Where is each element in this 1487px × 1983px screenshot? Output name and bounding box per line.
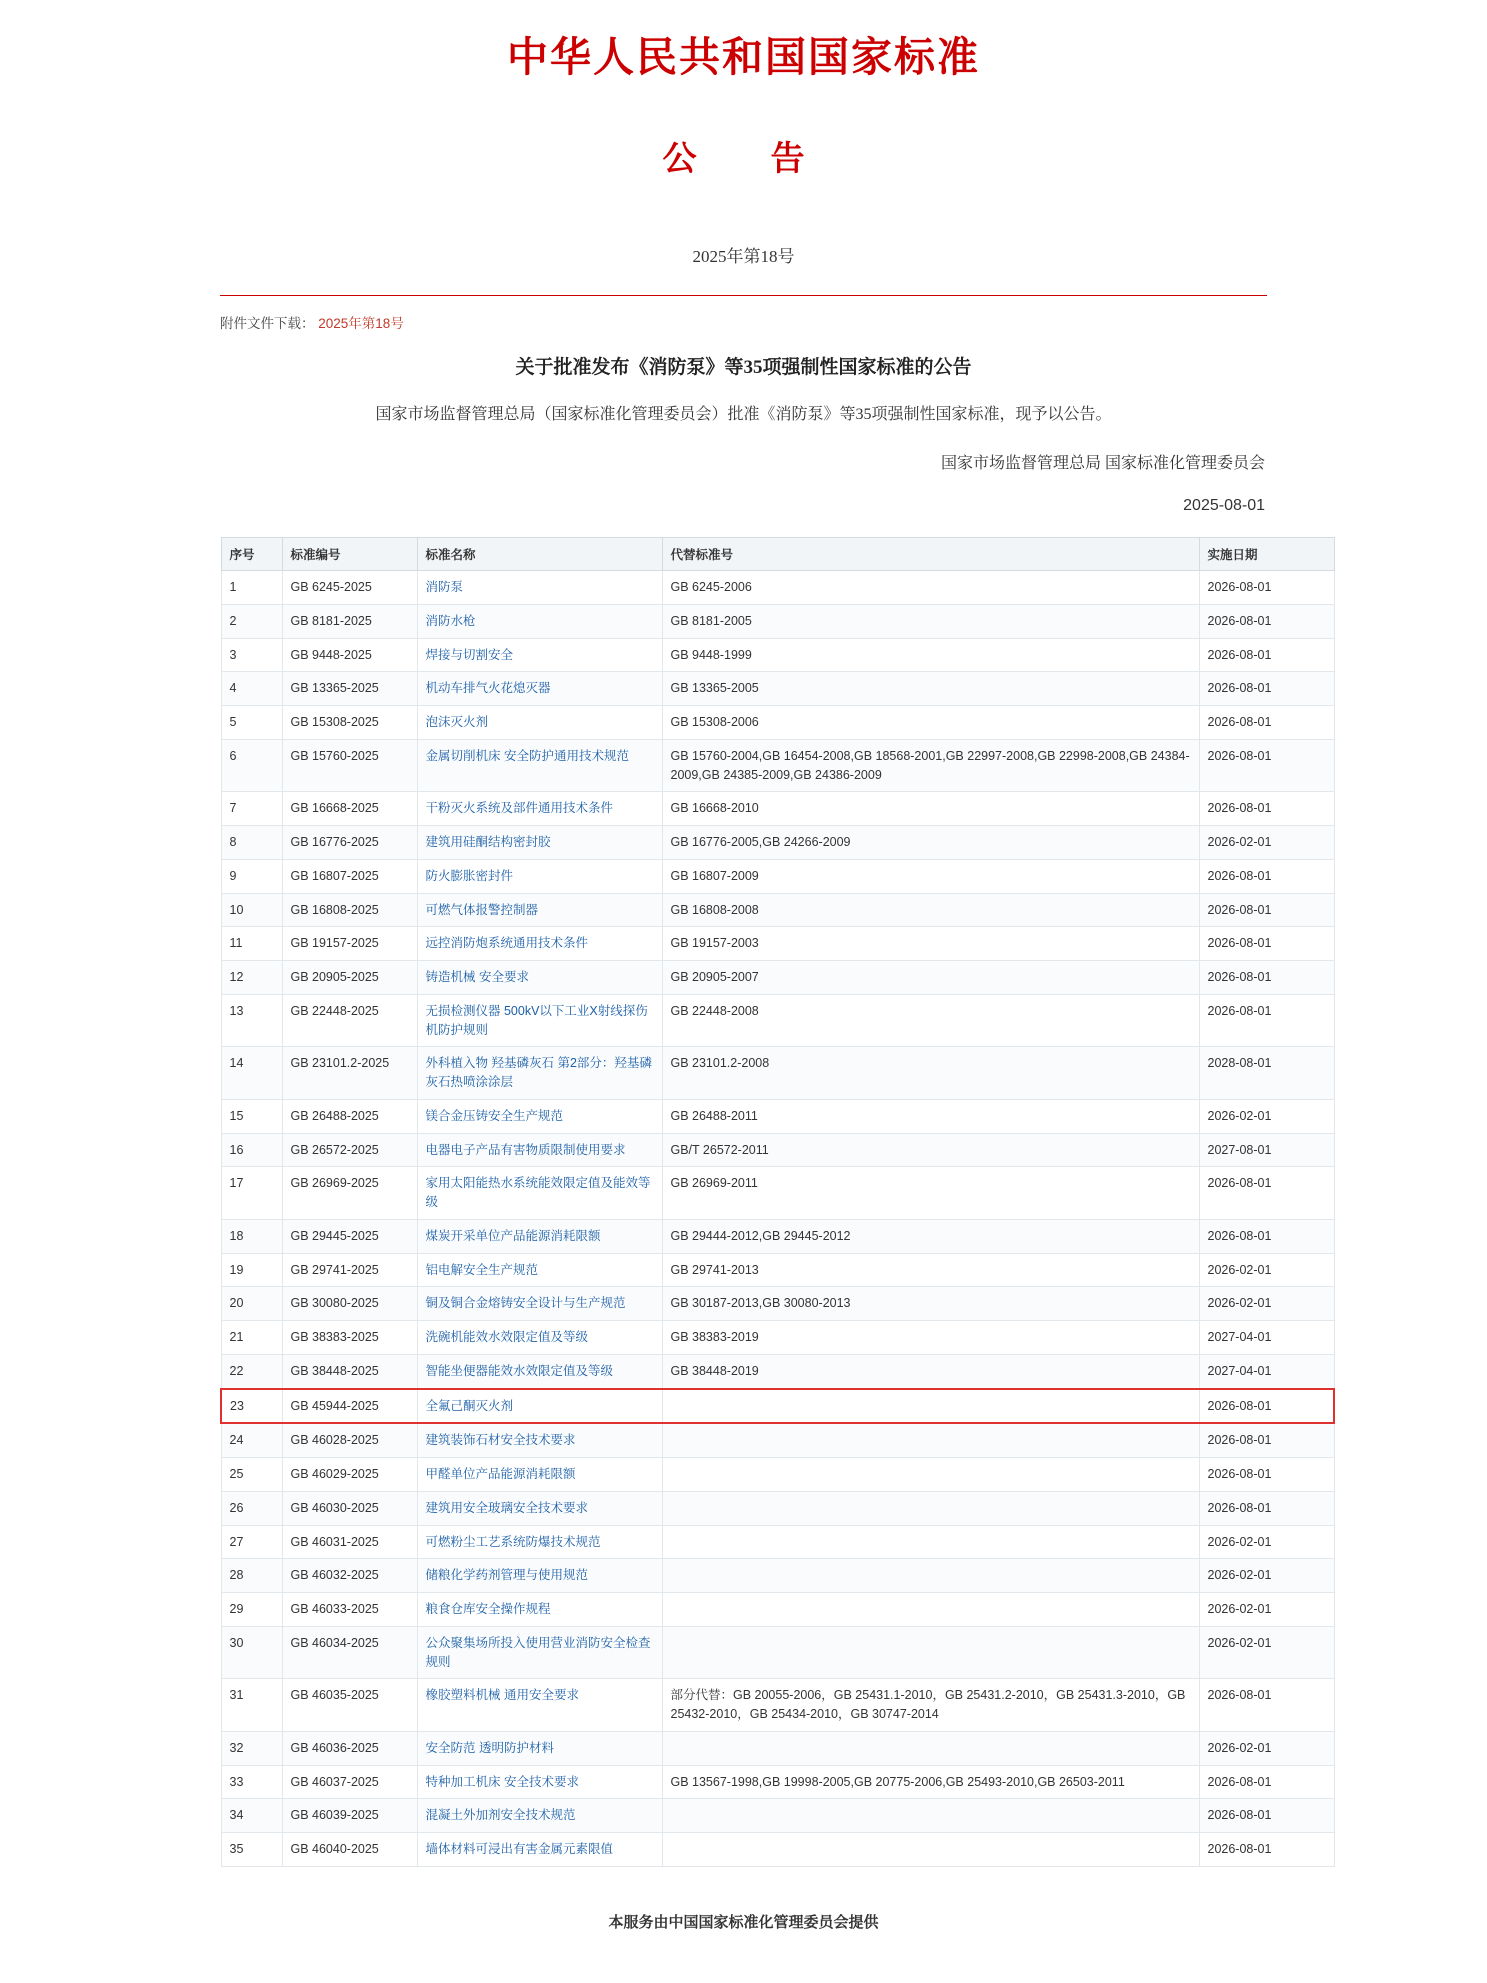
table-row (221, 1354, 1334, 1388)
standards-table-body (221, 571, 1334, 1867)
cell-standard-code: GB 46033-2025 (282, 1593, 417, 1627)
cell-standard-name[interactable]: 外科植入物 羟基磷灰石 第2部分：羟基磷灰石热喷涂涂层 (417, 1047, 662, 1100)
table-row (221, 638, 1334, 672)
cell-effective-date: 2026-08-01 (1199, 994, 1334, 1047)
cell-effective-date: 2026-02-01 (1199, 826, 1334, 860)
cell-standard-code: GB 30080-2025 (282, 1287, 417, 1321)
cell-standard-name[interactable]: 防火膨胀密封件 (417, 859, 662, 893)
cell-standard-name[interactable]: 煤炭开采单位产品能源消耗限额 (417, 1219, 662, 1253)
table-row (221, 1287, 1334, 1321)
table-row (221, 1731, 1334, 1765)
table-row (221, 961, 1334, 995)
cell-index: 1 (221, 571, 282, 605)
cell-standard-code: GB 46039-2025 (282, 1799, 417, 1833)
cell-index: 14 (221, 1047, 282, 1100)
cell-standard-name[interactable]: 建筑装饰石材安全技术要求 (417, 1423, 662, 1457)
cell-index: 33 (221, 1765, 282, 1799)
cell-standard-code: GB 16808-2025 (282, 893, 417, 927)
cell-replaced-code (662, 1731, 1199, 1765)
cell-effective-date: 2026-08-01 (1199, 1679, 1334, 1732)
table-row (221, 739, 1334, 792)
document-paragraph: 国家市场监督管理总局（国家标准化管理委员会）批准《消防泵》等35项强制性国家标准，现予以公告。 (375, 406, 1112, 423)
table-row (221, 1219, 1334, 1253)
cell-effective-date: 2026-08-01 (1199, 1491, 1334, 1525)
cell-effective-date: 2026-08-01 (1199, 672, 1334, 706)
cell-index: 3 (221, 638, 282, 672)
cell-effective-date: 2026-02-01 (1199, 1525, 1334, 1559)
cell-index: 21 (221, 1321, 282, 1355)
table-row (221, 706, 1334, 740)
cell-index: 11 (221, 927, 282, 961)
cell-effective-date: 2026-02-01 (1199, 1593, 1334, 1627)
cell-replaced-code: GB 15760-2004,GB 16454-2008,GB 18568-2001,GB 22997-2008,GB 22998-2008,GB 24384-2009,GB 24385-2009,GB 24386-2009 (662, 739, 1199, 792)
table-header-row (221, 538, 1334, 571)
cell-standard-code: GB 20905-2025 (282, 961, 417, 995)
cell-index: 12 (221, 961, 282, 995)
cell-standard-code: GB 13365-2025 (282, 672, 417, 706)
cell-standard-code: GB 16668-2025 (282, 792, 417, 826)
cell-replaced-code: GB 16808-2008 (662, 893, 1199, 927)
cell-standard-code: GB 15760-2025 (282, 739, 417, 792)
cell-effective-date: 2026-08-01 (1199, 604, 1334, 638)
cell-replaced-code: GB 30187-2013,GB 30080-2013 (662, 1287, 1199, 1321)
attachment-label: 附件文件下载： (220, 316, 315, 331)
cell-standard-name[interactable]: 全氟己酮灭火剂 (417, 1389, 662, 1424)
table-row (221, 604, 1334, 638)
cell-replaced-code (662, 1458, 1199, 1492)
cell-replaced-code: GB 16668-2010 (662, 792, 1199, 826)
table-row (221, 1423, 1334, 1457)
issue-number: 2025年第18号 (692, 247, 795, 266)
cell-replaced-code (662, 1799, 1199, 1833)
table-row (221, 859, 1334, 893)
cell-index: 18 (221, 1219, 282, 1253)
cell-standard-name[interactable]: 焊接与切割安全 (417, 638, 662, 672)
cell-replaced-code: 部分代替：GB 20055-2006，GB 25431.1-2010，GB 25431.2-2010，GB 25431.3-2010，GB 25432-2010，GB 25434-2010，GB 30747-2014 (662, 1679, 1199, 1732)
cell-index: 29 (221, 1593, 282, 1627)
document-title: 关于批准发布《消防泵》等35项强制性国家标准的公告 (515, 357, 972, 378)
cell-index: 20 (221, 1287, 282, 1321)
table-row (221, 1525, 1334, 1559)
cell-effective-date: 2027-04-01 (1199, 1354, 1334, 1388)
table-row (221, 1321, 1334, 1355)
cell-index: 31 (221, 1679, 282, 1732)
cell-standard-name[interactable]: 智能坐便器能效水效限定值及等级 (417, 1354, 662, 1388)
cell-effective-date: 2026-02-01 (1199, 1626, 1334, 1679)
cell-index: 8 (221, 826, 282, 860)
cell-replaced-code: GB 16776-2005,GB 24266-2009 (662, 826, 1199, 860)
cell-index: 7 (221, 792, 282, 826)
cell-standard-name[interactable]: 铝电解安全生产规范 (417, 1253, 662, 1287)
document-date: 2025-08-01 (1183, 497, 1265, 514)
cell-effective-date: 2026-02-01 (1199, 1287, 1334, 1321)
cell-index: 2 (221, 604, 282, 638)
cell-index: 4 (221, 672, 282, 706)
cell-replaced-code: GB 29741-2013 (662, 1253, 1199, 1287)
cell-standard-code: GB 46040-2025 (282, 1833, 417, 1867)
table-row (221, 994, 1334, 1047)
cell-standard-name[interactable]: 洗碗机能效水效限定值及等级 (417, 1321, 662, 1355)
cell-index: 30 (221, 1626, 282, 1679)
cell-standard-name[interactable]: 储粮化学药剂管理与使用规范 (417, 1559, 662, 1593)
cell-replaced-code: GB 8181-2005 (662, 604, 1199, 638)
cell-index: 10 (221, 893, 282, 927)
cell-effective-date: 2026-08-01 (1199, 571, 1334, 605)
cell-effective-date: 2026-08-01 (1199, 859, 1334, 893)
cell-replaced-code: GB 38383-2019 (662, 1321, 1199, 1355)
cell-standard-name[interactable]: 安全防范 透明防护材料 (417, 1731, 662, 1765)
cell-standard-code: GB 26969-2025 (282, 1167, 417, 1220)
document-signer: 国家市场监督管理总局 国家标准化管理委员会 (940, 455, 1265, 472)
cell-standard-name[interactable]: 建筑用安全玻璃安全技术要求 (417, 1491, 662, 1525)
cell-standard-name[interactable]: 电器电子产品有害物质限制使用要求 (417, 1133, 662, 1167)
cell-standard-code: GB 16807-2025 (282, 859, 417, 893)
cell-effective-date: 2028-08-01 (1199, 1047, 1334, 1100)
cell-index: 5 (221, 706, 282, 740)
cell-effective-date: 2026-08-01 (1199, 1458, 1334, 1492)
cell-standard-code: GB 46034-2025 (282, 1626, 417, 1679)
table-row (221, 1799, 1334, 1833)
cell-effective-date: 2026-08-01 (1199, 706, 1334, 740)
cell-standard-name[interactable]: 家用太阳能热水系统能效限定值及能效等级 (417, 1167, 662, 1220)
cell-standard-code: GB 26488-2025 (282, 1099, 417, 1133)
cell-replaced-code: GB 22448-2008 (662, 994, 1199, 1047)
cell-standard-name[interactable]: 泡沫灭火剂 (417, 706, 662, 740)
cell-index: 6 (221, 739, 282, 792)
cell-effective-date: 2026-08-01 (1199, 638, 1334, 672)
cell-standard-name[interactable]: 远控消防炮系统通用技术条件 (417, 927, 662, 961)
cell-replaced-code: GB 15308-2006 (662, 706, 1199, 740)
cell-effective-date: 2026-08-01 (1199, 1833, 1334, 1867)
cell-standard-name[interactable]: 无损检测仪器 500kV以下工业X射线探伤机防护规则 (417, 994, 662, 1047)
cell-replaced-code: GB 9448-1999 (662, 638, 1199, 672)
cell-replaced-code (662, 1491, 1199, 1525)
cell-index: 19 (221, 1253, 282, 1287)
table-row (221, 1133, 1334, 1167)
cell-index: 17 (221, 1167, 282, 1220)
cell-index: 27 (221, 1525, 282, 1559)
cell-replaced-code (662, 1525, 1199, 1559)
cell-standard-code: GB 46031-2025 (282, 1525, 417, 1559)
cell-standard-name[interactable]: 建筑用硅酮结构密封胶 (417, 826, 662, 860)
cell-replaced-code: GB 23101.2-2008 (662, 1047, 1199, 1100)
cell-replaced-code: GB 29444-2012,GB 29445-2012 (662, 1219, 1199, 1253)
table-row (221, 1253, 1334, 1287)
attachment-row (220, 312, 1487, 332)
cell-standard-name[interactable]: 可燃粉尘工艺系统防爆技术规范 (417, 1525, 662, 1559)
table-row (221, 1491, 1334, 1525)
cell-standard-name[interactable]: 消防泵 (417, 571, 662, 605)
cell-standard-name[interactable]: 混凝土外加剂安全技术规范 (417, 1799, 662, 1833)
cell-standard-code: GB 23101.2-2025 (282, 1047, 417, 1100)
cell-replaced-code: GB 16807-2009 (662, 859, 1199, 893)
cell-index: 13 (221, 994, 282, 1047)
footer-note: 本服务由中国国家标准化管理委员会提供 (608, 1913, 879, 1931)
cell-standard-code: GB 8181-2025 (282, 604, 417, 638)
cell-effective-date: 2026-08-01 (1199, 1219, 1334, 1253)
cell-standard-name[interactable]: 公众聚集场所投入使用营业消防安全检查规则 (417, 1626, 662, 1679)
cell-index: 24 (221, 1423, 282, 1457)
table-row (221, 792, 1334, 826)
cell-standard-code: GB 46028-2025 (282, 1423, 417, 1457)
table-row (221, 1679, 1334, 1732)
cell-standard-name[interactable]: 铜及铜合金熔铸安全设计与生产规范 (417, 1287, 662, 1321)
table-row (221, 1765, 1334, 1799)
table-row (221, 1626, 1334, 1679)
cell-standard-code: GB 9448-2025 (282, 638, 417, 672)
cell-replaced-code: GB 13365-2005 (662, 672, 1199, 706)
cell-standard-name[interactable]: 消防水枪 (417, 604, 662, 638)
table-row (221, 1389, 1334, 1424)
cell-standard-code: GB 22448-2025 (282, 994, 417, 1047)
cell-index: 15 (221, 1099, 282, 1133)
cell-standard-name[interactable]: 机动车排气火花熄灭器 (417, 672, 662, 706)
cell-effective-date: 2027-08-01 (1199, 1133, 1334, 1167)
cell-standard-name[interactable]: 铸造机械 安全要求 (417, 961, 662, 995)
page-subtitle: 公 告 (662, 141, 825, 178)
cell-standard-name[interactable]: 干粉灭火系统及部件通用技术条件 (417, 792, 662, 826)
cell-standard-code: GB 45944-2025 (282, 1389, 417, 1424)
cell-replaced-code: GB/T 26572-2011 (662, 1133, 1199, 1167)
cell-index: 28 (221, 1559, 282, 1593)
cell-effective-date: 2026-02-01 (1199, 1099, 1334, 1133)
cell-effective-date: 2026-08-01 (1199, 739, 1334, 792)
cell-replaced-code (662, 1389, 1199, 1424)
cell-effective-date: 2026-08-01 (1199, 1423, 1334, 1457)
cell-standard-code: GB 38448-2025 (282, 1354, 417, 1388)
cell-standard-code: GB 29741-2025 (282, 1253, 417, 1287)
cell-standard-code: GB 46036-2025 (282, 1731, 417, 1765)
standards-table (220, 537, 1335, 1867)
cell-index: 25 (221, 1458, 282, 1492)
cell-replaced-code (662, 1626, 1199, 1679)
table-row (221, 826, 1334, 860)
table-row (221, 571, 1334, 605)
cell-standard-code: GB 46032-2025 (282, 1559, 417, 1593)
cell-replaced-code (662, 1559, 1199, 1593)
column-header-standard-name: 标准名称 (417, 538, 662, 571)
cell-index: 34 (221, 1799, 282, 1833)
cell-effective-date: 2026-08-01 (1199, 1799, 1334, 1833)
cell-index: 22 (221, 1354, 282, 1388)
cell-replaced-code (662, 1593, 1199, 1627)
column-header-index: 序号 (221, 538, 282, 571)
table-row (221, 1099, 1334, 1133)
cell-standard-code: GB 38383-2025 (282, 1321, 417, 1355)
cell-standard-code: GB 46037-2025 (282, 1765, 417, 1799)
cell-standard-code: GB 46035-2025 (282, 1679, 417, 1732)
cell-standard-code: GB 19157-2025 (282, 927, 417, 961)
cell-standard-code: GB 46030-2025 (282, 1491, 417, 1525)
table-row (221, 1559, 1334, 1593)
cell-standard-name[interactable]: 可燃气体报警控制器 (417, 893, 662, 927)
table-row (221, 893, 1334, 927)
cell-replaced-code: GB 6245-2006 (662, 571, 1199, 605)
standards-table-container (220, 537, 1272, 1867)
cell-effective-date: 2026-08-01 (1199, 961, 1334, 995)
table-row (221, 672, 1334, 706)
cell-standard-name[interactable]: 镁合金压铸安全生产规范 (417, 1099, 662, 1133)
cell-effective-date: 2026-08-01 (1199, 1389, 1334, 1424)
cell-index: 23 (221, 1389, 282, 1424)
cell-standard-name[interactable]: 金属切削机床 安全防护通用技术规范 (417, 739, 662, 792)
cell-index: 32 (221, 1731, 282, 1765)
cell-effective-date: 2026-02-01 (1199, 1253, 1334, 1287)
cell-standard-code: GB 6245-2025 (282, 571, 417, 605)
cell-replaced-code: GB 26488-2011 (662, 1099, 1199, 1133)
cell-replaced-code: GB 20905-2007 (662, 961, 1199, 995)
cell-standard-name[interactable]: 粮食仓库安全操作规程 (417, 1593, 662, 1627)
cell-standard-code: GB 26572-2025 (282, 1133, 417, 1167)
cell-standard-code: GB 46029-2025 (282, 1458, 417, 1492)
cell-index: 26 (221, 1491, 282, 1525)
cell-effective-date: 2026-02-01 (1199, 1731, 1334, 1765)
column-header-replaced-code: 代替标准号 (662, 538, 1199, 571)
cell-standard-name[interactable]: 特种加工机床 安全技术要求 (417, 1765, 662, 1799)
cell-index: 16 (221, 1133, 282, 1167)
cell-replaced-code: GB 26969-2011 (662, 1167, 1199, 1220)
cell-standard-name[interactable]: 墙体材料可浸出有害金属元素限值 (417, 1833, 662, 1867)
divider (220, 295, 1267, 296)
cell-effective-date: 2026-08-01 (1199, 1167, 1334, 1220)
column-header-standard-code: 标准编号 (282, 538, 417, 571)
cell-effective-date: 2026-08-01 (1199, 1765, 1334, 1799)
cell-standard-code: GB 29445-2025 (282, 1219, 417, 1253)
cell-standard-name[interactable]: 甲醛单位产品能源消耗限额 (417, 1458, 662, 1492)
attachment-download-link[interactable]: 2025年第18号 (318, 316, 404, 331)
cell-standard-code: GB 15308-2025 (282, 706, 417, 740)
cell-replaced-code: GB 19157-2003 (662, 927, 1199, 961)
table-row (221, 927, 1334, 961)
cell-replaced-code: GB 13567-1998,GB 19998-2005,GB 20775-2006,GB 25493-2010,GB 26503-2011 (662, 1765, 1199, 1799)
table-row (221, 1167, 1334, 1220)
cell-effective-date: 2027-04-01 (1199, 1321, 1334, 1355)
cell-replaced-code (662, 1423, 1199, 1457)
cell-replaced-code: GB 38448-2019 (662, 1354, 1199, 1388)
table-row (221, 1593, 1334, 1627)
table-row (221, 1047, 1334, 1100)
cell-effective-date: 2026-08-01 (1199, 792, 1334, 826)
cell-index: 9 (221, 859, 282, 893)
cell-effective-date: 2026-08-01 (1199, 927, 1334, 961)
cell-effective-date: 2026-02-01 (1199, 1559, 1334, 1593)
cell-standard-name[interactable]: 橡胶塑料机械 通用安全要求 (417, 1679, 662, 1732)
cell-standard-code: GB 16776-2025 (282, 826, 417, 860)
column-header-effective-date: 实施日期 (1199, 538, 1334, 571)
page-title: 中华人民共和国国家标准 (507, 34, 980, 80)
cell-index: 35 (221, 1833, 282, 1867)
cell-effective-date: 2026-08-01 (1199, 893, 1334, 927)
table-row (221, 1458, 1334, 1492)
table-row (221, 1833, 1334, 1867)
cell-replaced-code (662, 1833, 1199, 1867)
